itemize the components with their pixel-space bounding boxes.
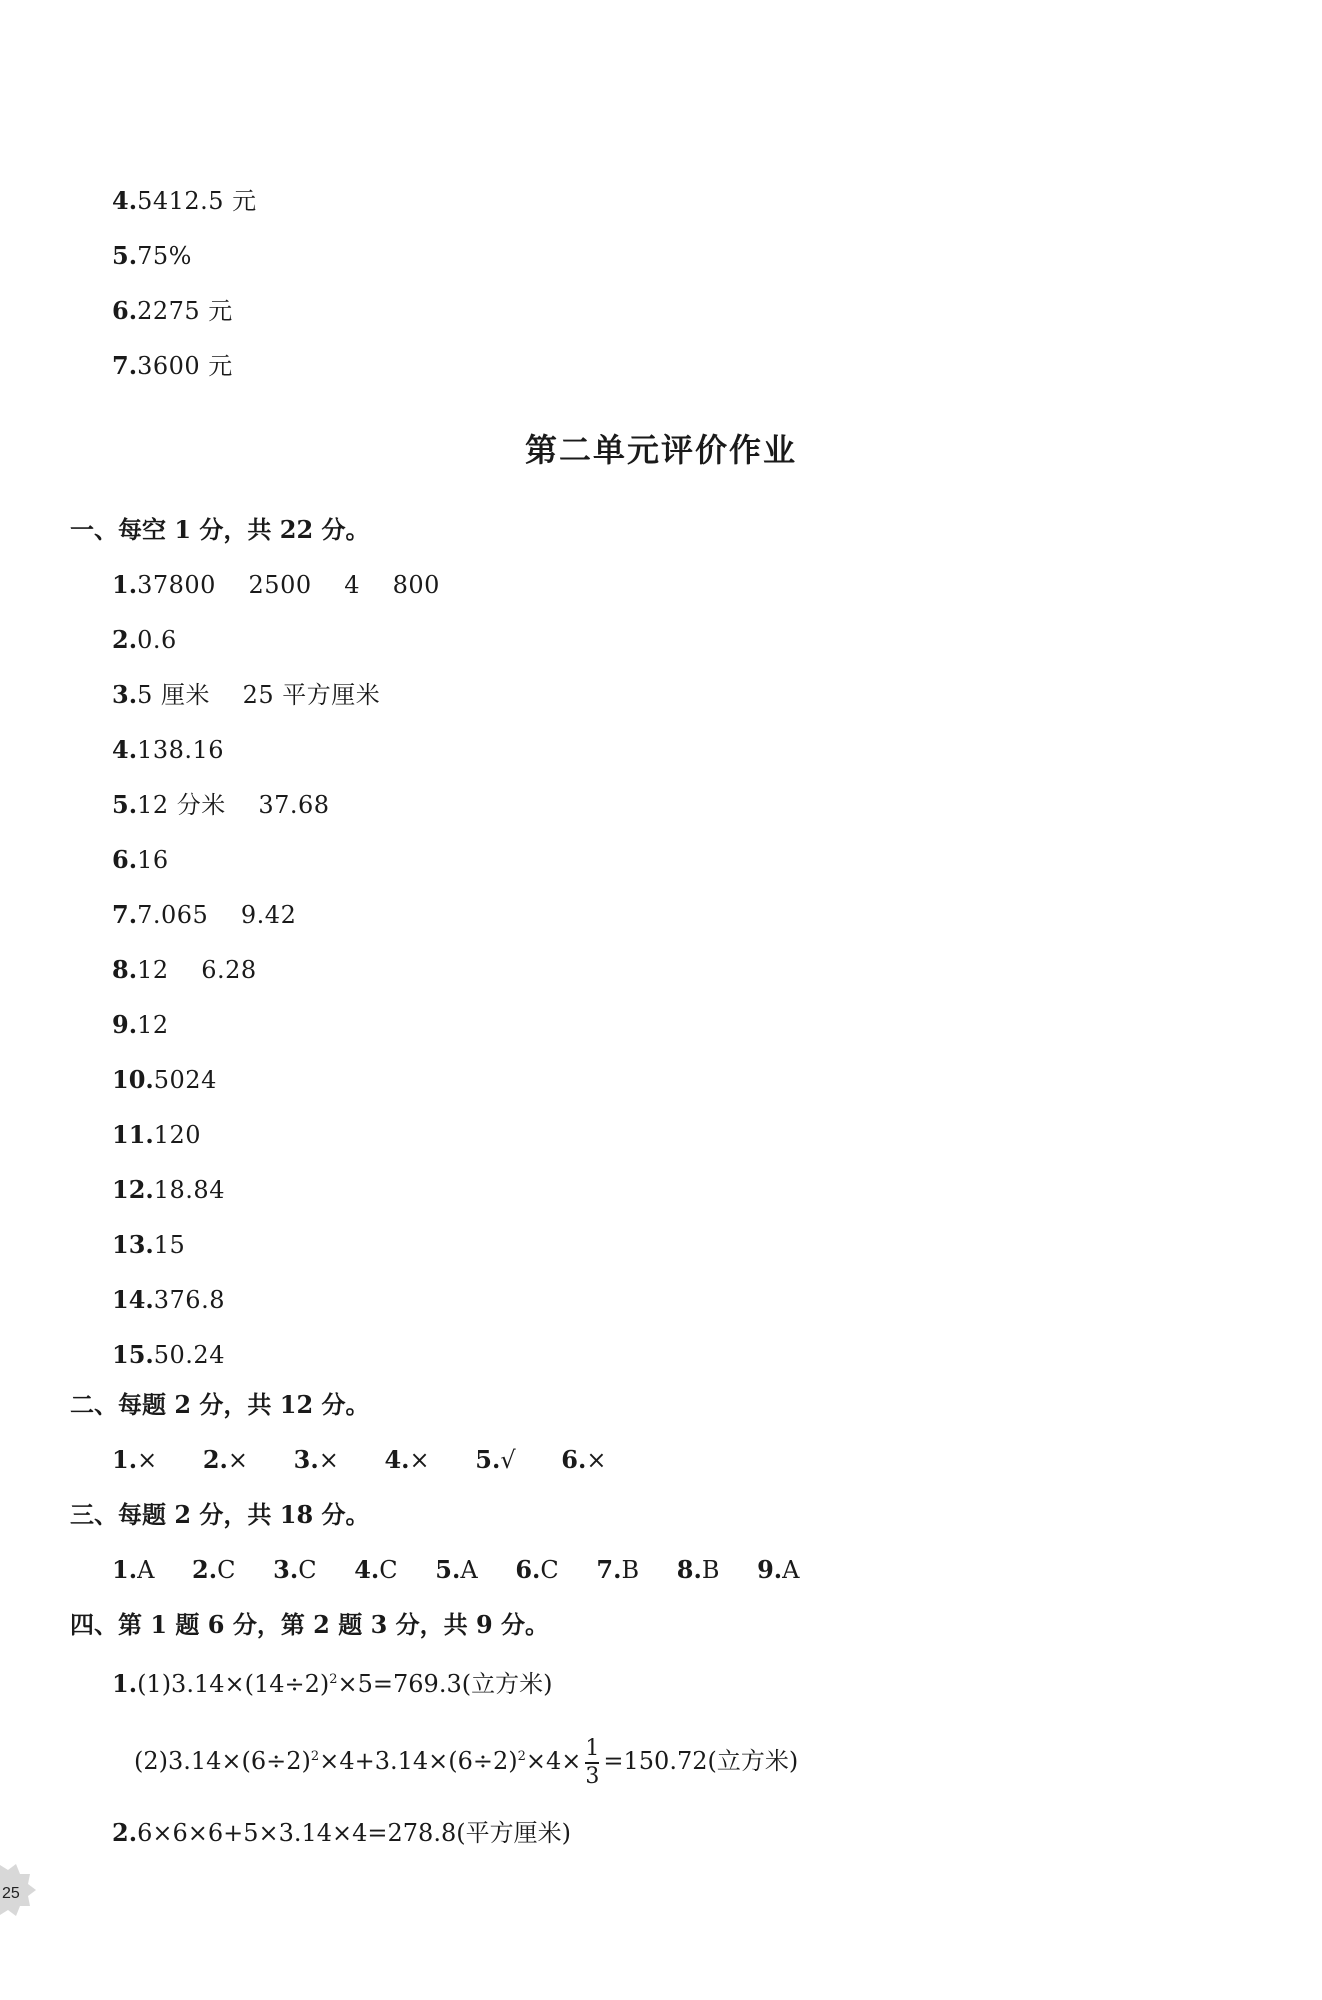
- item-answer: 5024: [153, 1066, 217, 1094]
- answer-line: 4.138.16: [112, 735, 225, 764]
- item-number: 12: [112, 1175, 146, 1204]
- item-answer: 12 6.28: [137, 956, 257, 984]
- item-number: 10: [112, 1065, 146, 1094]
- answer-line: 13.15: [112, 1230, 186, 1259]
- item-number: 9: [112, 1010, 129, 1039]
- item-answer: 138.16: [137, 736, 225, 764]
- item-number: 8: [112, 955, 129, 984]
- item-number: 3: [112, 680, 129, 709]
- item-answer: 50.24: [153, 1341, 225, 1369]
- page-number: 25: [2, 1885, 20, 1902]
- answer-line: 7.3600 元: [112, 351, 233, 380]
- answer-line: 6.16: [112, 845, 169, 874]
- answer-line: 5.12 分米 37.68: [112, 790, 330, 819]
- fraction: $\frac{1}{3}$: [585, 1735, 600, 1789]
- item-number: 13: [112, 1230, 146, 1259]
- answer-line: 1.37800 2500 4 800: [112, 570, 440, 599]
- item-answer: 37800 2500 4 800: [137, 571, 440, 599]
- item-number: 5: [112, 790, 129, 819]
- answer-line: 11.120: [112, 1120, 202, 1149]
- answer-line: 6.2275 元: [112, 296, 233, 325]
- item-number: 11: [112, 1120, 146, 1149]
- multiple-choice-answers: 1.A 2.C 3.C 4.C 5.A 6.C 7.B 8.B 9.A: [112, 1555, 800, 1584]
- answer-line: 8.12 6.28: [112, 955, 257, 984]
- calculation-line: $(2)3.14\times(6\div 2)^2\times 4+3.14\times(6\div 2)^2\times 4\times$ $\frac{1}{3}$ =150.72(立方米): [134, 1735, 799, 1789]
- item-answer: 120: [153, 1121, 202, 1149]
- item-number: 2: [112, 625, 129, 654]
- answer-line: 12.18.84: [112, 1175, 225, 1204]
- answer-line: 7.7.065 9.42: [112, 900, 297, 929]
- answer-line: 3.5 厘米 25 平方厘米: [112, 680, 381, 709]
- calculation-line: $1.(1)3.14\times(14\div 2)^2\times 5=769.3$(立方米): [112, 1669, 553, 1698]
- true-false-answers: 1.× 2.× 3.× 4.× 5.√ 6.×: [112, 1445, 607, 1474]
- section-heading: 三、每题 2 分，共 18 分。: [70, 1500, 370, 1529]
- answer-line: 15.50.24: [112, 1340, 225, 1369]
- item-answer: 18.84: [153, 1176, 225, 1204]
- item-answer: 16: [137, 846, 169, 874]
- answer-line: 14.376.8: [112, 1285, 225, 1314]
- item-answer: 7.065 9.42: [137, 901, 297, 929]
- section-heading: 四、第 1 题 6 分，第 2 题 3 分，共 9 分。: [70, 1610, 550, 1639]
- item-answer: 12 分米 37.68: [137, 791, 330, 819]
- answer-line: 4.5412.5 元: [112, 186, 257, 215]
- page-number-badge: [0, 1860, 40, 1920]
- item-number: 7: [112, 900, 129, 929]
- section-heading: 二、每题 2 分，共 12 分。: [70, 1390, 370, 1419]
- answer-line: 2.0.6: [112, 625, 177, 654]
- item-answer: 15: [153, 1231, 186, 1259]
- item-answer: 5 厘米 25 平方厘米: [137, 681, 381, 709]
- item-number: 14: [112, 1285, 146, 1314]
- item-answer: 12: [137, 1011, 169, 1039]
- item-answer: 0.6: [137, 626, 177, 654]
- item-number: 4: [112, 735, 129, 764]
- answer-line: 9.12: [112, 1010, 169, 1039]
- item-number: 6: [112, 845, 129, 874]
- item-number: 15: [112, 1340, 146, 1369]
- calculation-line: 2.6×6×6+5×3.14×4=278.8(平方厘米): [112, 1818, 571, 1847]
- section-heading: 一、每空 1 分，共 22 分。: [70, 515, 370, 544]
- item-number: 1: [112, 570, 129, 599]
- answer-line: 5.75%: [112, 241, 192, 270]
- answer-line: 10.5024: [112, 1065, 217, 1094]
- page-title: 第二单元评价作业: [524, 431, 797, 469]
- item-answer: 376.8: [153, 1286, 225, 1314]
